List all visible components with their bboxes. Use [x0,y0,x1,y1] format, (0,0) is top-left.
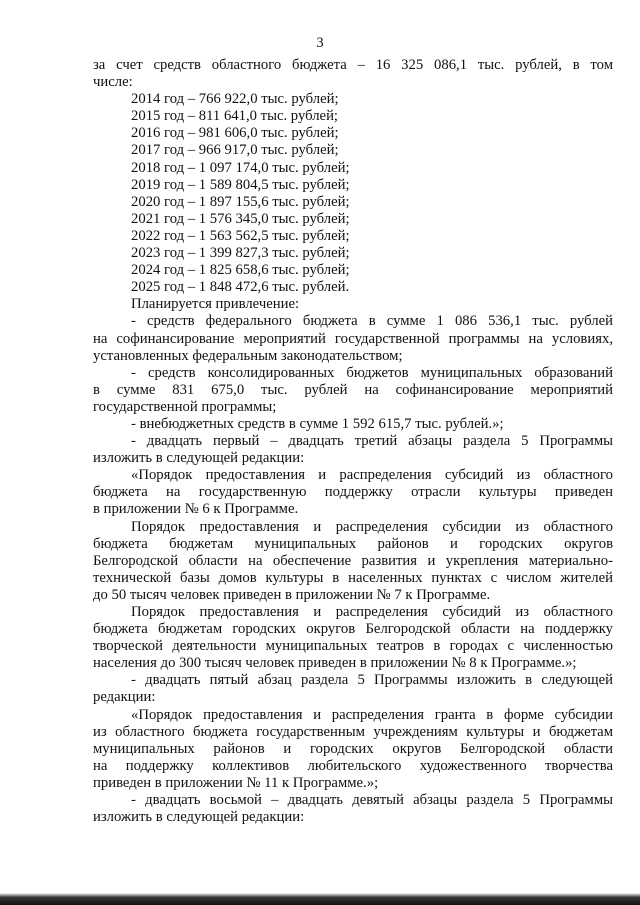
text-line: приведен в приложении № 11 к Программе.»; [93,774,379,791]
year-line: 2014 год – 766 922,0 тыс. рублей; [131,91,339,108]
text-line: «Порядок предоставления и распределения субсидий из областного [131,467,613,484]
text-line: бюджета бюджетам муниципальных районов и городских округов [93,535,613,552]
page-number: 3 [316,35,324,51]
text-line: бюджета на государственную поддержку отрасли культуры приведен [93,484,613,501]
year-line: 2022 год – 1 563 562,5 тыс. рублей; [131,227,350,244]
text-line: - внебюджетных средств в сумме 1 592 615,7 тыс. рублей.»; [131,415,504,432]
year-line: 2016 год – 981 606,0 тыс. рублей; [131,125,339,142]
text-line: творческой деятельности муниципальных театров в городах с численностью [93,638,613,655]
text-line: Белгородской области на обеспечение развития и укрепления материально- [93,552,613,569]
year-line: 2020 год – 1 897 155,6 тыс. рублей; [131,193,350,210]
text-line: редакции: [93,689,156,706]
year-line: 2021 год – 1 576 345,0 тыс. рублей; [131,210,350,227]
text-line: изложить в следующей редакции: [93,809,305,826]
document-body [93,57,613,826]
text-line: до 50 тысяч человек приведен в приложении № 7 к Программе. [93,586,491,603]
scan-edge-shadow [0,893,640,905]
text-line: - двадцать восьмой – двадцать девятый абзацы раздела 5 Программы [131,792,613,809]
plan-heading: Планируется привлечение: [131,296,300,313]
text-line: Порядок предоставления и распределения субсидий из областного [131,604,613,620]
year-line: 2017 год – 966 917,0 тыс. рублей; [131,142,339,159]
text-line: Порядок предоставления и распределения субсидии из областного [131,518,613,535]
text-line: государственной программы; [93,398,277,415]
text-line: за счет средств областного бюджета – 16 325 086,1 тыс. рублей, в том [93,57,613,73]
year-line: 2025 год – 1 848 472,6 тыс. рублей. [131,279,350,296]
text-line: установленных федеральным законодательством; [93,347,403,364]
text-line: - средств федерального бюджета в сумме 1 086 536,1 тыс. рублей [131,313,613,330]
text-line: в приложении № 6 к Программе. [93,501,299,518]
year-line: 2023 год – 1 399 827,3 тыс. рублей; [131,245,350,262]
year-line: 2015 год – 811 641,0 тыс. рублей; [131,108,339,125]
text-line: бюджета бюджетам городских округов Белгородской области на поддержку [93,621,613,638]
text-line: на софинансирование мероприятий государственной программы на условиях, [93,330,613,347]
text-line: - двадцать пятый абзац раздела 5 Программы изложить в следующей [131,672,613,689]
text-line: «Порядок предоставления и распределения гранта в форме субсидии [131,706,613,723]
text-line: муниципальных районов и городских округов Белгородской области [93,740,613,757]
text-line: технической базы домов культуры в населенных пунктах с числом жителей [93,569,613,586]
text-line: числе: [93,74,133,91]
text-line: - средств консолидированных бюджетов муниципальных образований [131,364,613,381]
text-line: в сумме 831 675,0 тыс. рублей на софинансирование мероприятий [93,381,613,398]
year-line: 2024 год – 1 825 658,6 тыс. рублей; [131,262,350,279]
text-line: населения до 300 тысяч человек приведен в приложении № 8 к Программе.»; [93,655,577,672]
text-line: - двадцать первый – двадцать третий абзацы раздела 5 Программы [131,433,613,450]
text-line: изложить в следующей редакции: [93,450,305,467]
year-line: 2019 год – 1 589 804,5 тыс. рублей; [131,176,350,193]
text-line: на поддержку коллективов любительского художественного творчества [93,757,613,774]
year-line: 2018 год – 1 097 174,0 тыс. рублей; [131,159,350,176]
text-line: из областного бюджета государственным учреждениям культуры и бюджетам [93,723,613,740]
